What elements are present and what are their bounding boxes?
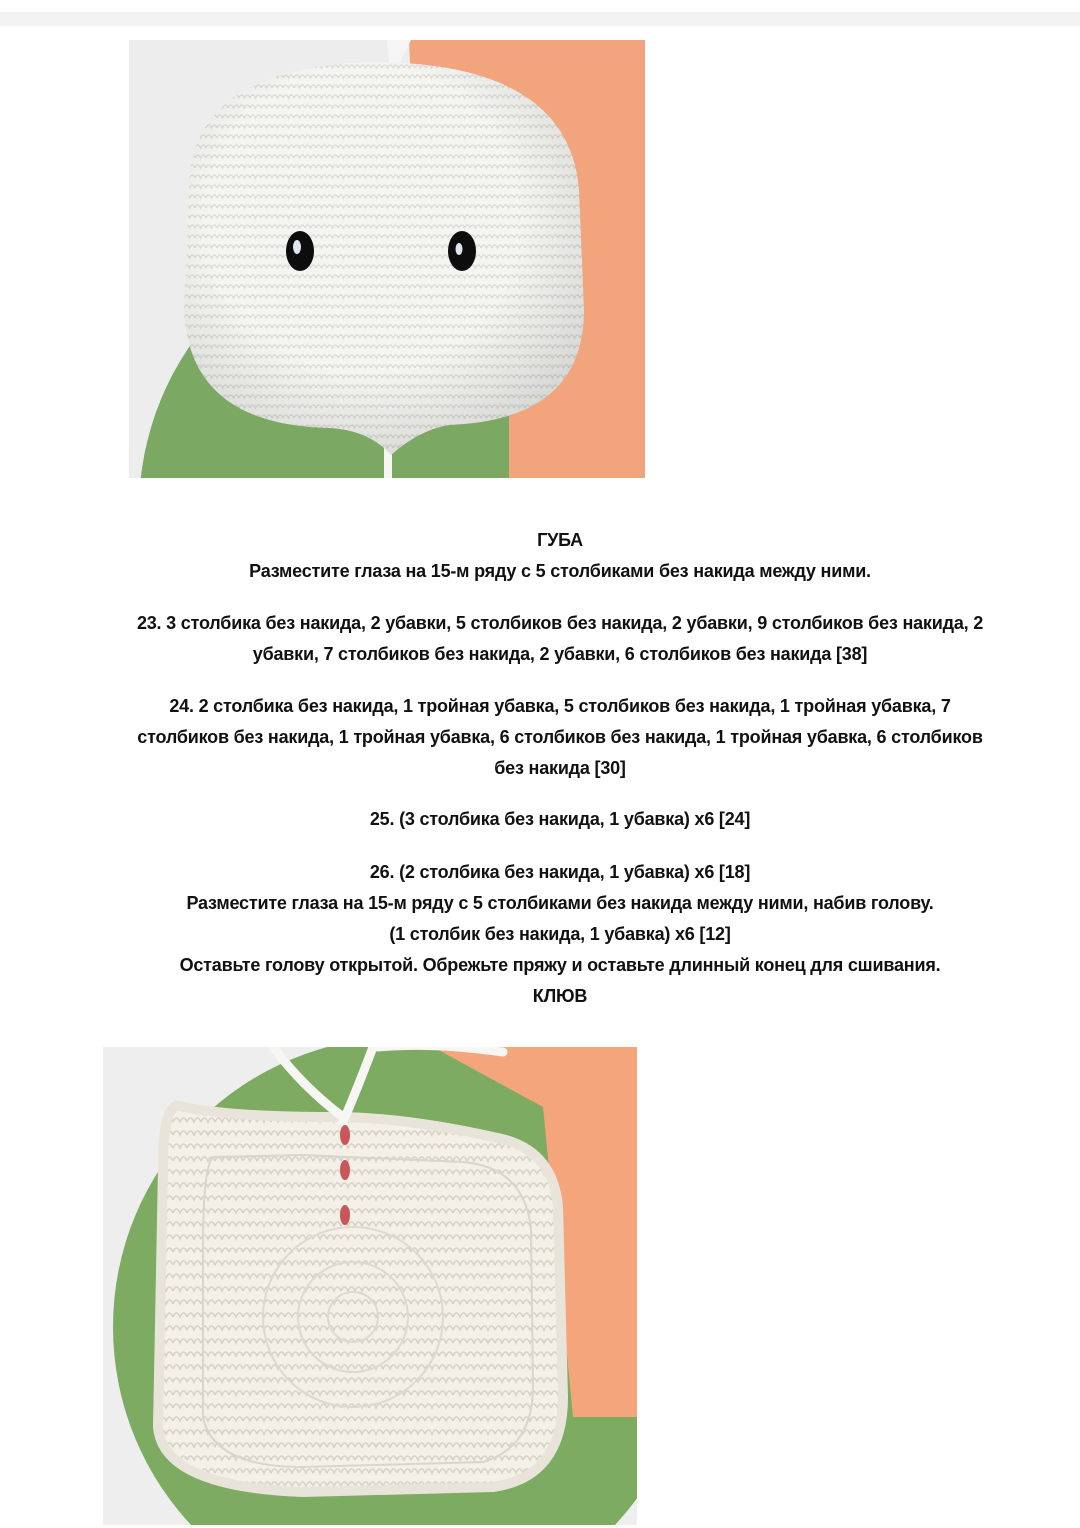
- row-24: [60, 691, 1060, 784]
- top-bar: [0, 12, 1080, 26]
- row-24-line-1: 24. 2 столбика без накида, 1 тройная убавка, 5 столбиков без накида, 1 тройная убавка, 7: [169, 696, 951, 716]
- head-photo: [129, 40, 645, 478]
- eyes-placement-stuff-note: Разместите глаза на 15-м ряду с 5 столбиками без накида между ними, набив голову.: [186, 893, 934, 913]
- row-24-line-2: столбиков без накида, 1 тройная убавка, 6 столбиков без накида, 1 тройная убавка, 6 столбиков: [137, 727, 983, 747]
- beak-photo: [103, 1047, 637, 1525]
- row-26-line: 26. (2 столбика без накида, 1 убавка) x6 [18]: [369, 862, 751, 882]
- row-25: [60, 804, 1060, 835]
- row-23: [60, 608, 1060, 670]
- section-title-beak: КЛЮВ: [532, 986, 588, 1006]
- crochet-head-image: [129, 40, 645, 478]
- row-26-block: [60, 857, 1060, 1012]
- row-24-line-3: без накида [30]: [494, 758, 626, 778]
- section-title-lip: ГУБА: [537, 530, 583, 550]
- row-27-line: (1 столбик без накида, 1 убавка) x6 [12]: [389, 924, 731, 944]
- row-25-line: 25. (3 столбика без накида, 1 убавка) x6 [24]: [369, 809, 751, 829]
- finish-note: Оставьте голову открытой. Обрежьте пряжу и оставьте длинный конец для сшивания.: [179, 955, 941, 975]
- eyes-placement-note: Разместите глаза на 15-м ряду с 5 столбиками без накида между ними.: [249, 561, 871, 581]
- crochet-beak-image: [103, 1047, 637, 1525]
- row-23-line-2: убавки, 7 столбиков без накида, 2 убавки, 6 столбиков без накида [38]: [252, 644, 868, 664]
- lip-section: [60, 525, 1060, 587]
- row-23-line-1: 23. 3 столбика без накида, 2 убавки, 5 столбиков без накида, 2 убавки, 9 столбиков без накида, 2: [136, 613, 984, 633]
